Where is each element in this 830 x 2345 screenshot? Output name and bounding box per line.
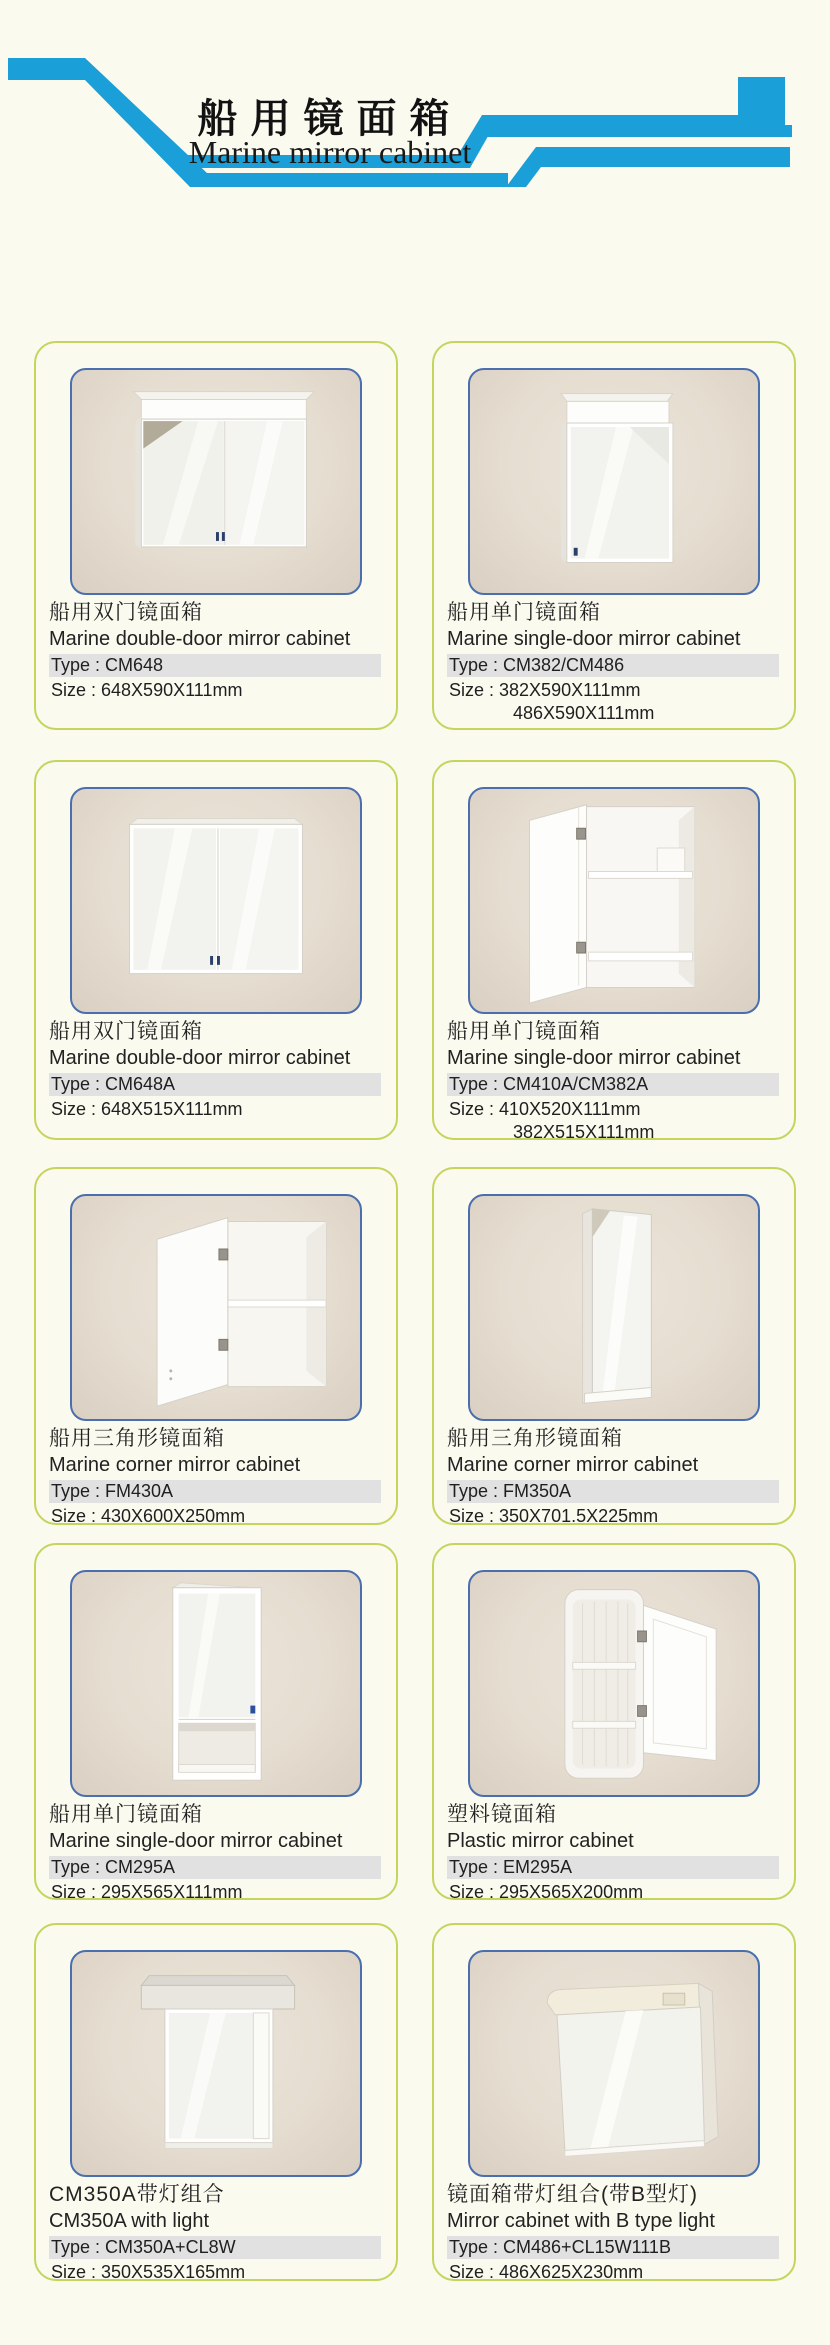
product-type: Type : FM350A: [447, 1480, 779, 1503]
product-name-zh: 船用双门镜面箱: [49, 1020, 203, 1043]
page-title-zh: 船用镜面箱: [197, 95, 463, 142]
product-name-zh: 船用三角形镜面箱: [447, 1427, 623, 1450]
product-type: Type : EM295A: [447, 1856, 779, 1879]
product-name-zh: 塑料镜面箱: [447, 1803, 557, 1826]
product-card: [432, 1923, 796, 2281]
product-info: [447, 599, 780, 725]
product-name-zh: 船用单门镜面箱: [447, 1020, 601, 1043]
product-photo: [468, 368, 760, 595]
product-size: Size : 350X535X165mm: [51, 2262, 246, 2282]
product-name-en: Marine single-door mirror cabinet: [447, 628, 741, 650]
product-card: [34, 760, 398, 1140]
product-name-zh: CM350A带灯组合: [49, 2183, 225, 2206]
product-name-en: Marine corner mirror cabinet: [447, 1454, 699, 1476]
product-type: Type : CM648A: [49, 1073, 381, 1096]
product-info: [49, 2181, 382, 2284]
product-photo: [468, 1570, 760, 1797]
product-info: [447, 1018, 780, 1144]
product-photo: [468, 787, 760, 1014]
product-size-2: 382X515X111mm: [513, 1122, 655, 1142]
product-name-en: Marine corner mirror cabinet: [49, 1454, 301, 1476]
product-name-zh: 船用双门镜面箱: [49, 601, 203, 624]
ribbon-left-diagonal: [8, 58, 207, 187]
product-card: [432, 1543, 796, 1900]
product-size: Size : 430X600X250mm: [51, 1506, 246, 1526]
product-size: Size : 648X515X111mm: [51, 1099, 243, 1119]
product-name-en: Plastic mirror cabinet: [447, 1830, 634, 1852]
page-title-en: Marine mirror cabinet: [188, 134, 472, 170]
product-name-en: Mirror cabinet with B type light: [447, 2210, 715, 2232]
product-info: [447, 1801, 780, 1904]
product-type: Type : CM410A/CM382A: [447, 1073, 779, 1096]
product-info: [49, 1018, 382, 1121]
product-name-zh: 镜面箱带灯组合(带B型灯): [447, 2183, 698, 2206]
product-name-en: Marine single-door mirror cabinet: [447, 1047, 741, 1069]
product-card: [432, 760, 796, 1140]
product-type: Type : CM295A: [49, 1856, 381, 1879]
product-name-zh: 船用单门镜面箱: [447, 601, 601, 624]
product-size: Size : 350X701.5X225mm: [449, 1506, 659, 1526]
product-info: [49, 599, 382, 702]
product-info: [49, 1801, 382, 1904]
product-photo: [70, 1570, 362, 1797]
product-photo: [468, 1950, 760, 2177]
product-photo: [70, 368, 362, 595]
product-type: Type : FM430A: [49, 1480, 381, 1503]
ribbon-lower-band: [536, 147, 790, 167]
product-size: Size : 382X590X111mm: [449, 680, 641, 700]
product-name-en: Marine double-door mirror cabinet: [49, 1047, 351, 1069]
ribbon-upper-band: [482, 115, 738, 137]
product-size: Size : 295X565X111mm: [51, 1882, 243, 1902]
product-photo: [468, 1194, 760, 1421]
ribbon-tab-step: [785, 125, 792, 137]
product-size: Size : 648X590X111mm: [51, 680, 243, 700]
product-info: [447, 2181, 780, 2284]
product-size: Size : 295X565X200mm: [449, 1882, 644, 1902]
product-name-en: Marine single-door mirror cabinet: [49, 1830, 343, 1852]
product-type: Type : CM648: [49, 654, 381, 677]
header-ribbon: [0, 40, 830, 205]
product-card: [34, 1923, 398, 2281]
product-name-zh: 船用三角形镜面箱: [49, 1427, 225, 1450]
product-card: [432, 1167, 796, 1525]
product-type: Type : CM382/CM486: [447, 654, 779, 677]
product-type: Type : CM486+CL15W111B: [447, 2236, 779, 2259]
product-photo: [70, 1950, 362, 2177]
product-size: Size : 410X520X111mm: [449, 1099, 641, 1119]
product-info: [447, 1425, 780, 1528]
page-header: [0, 40, 830, 205]
product-photo: [70, 787, 362, 1014]
product-photo: [70, 1194, 362, 1421]
product-info: [49, 1425, 382, 1528]
product-card: [34, 1543, 398, 1900]
product-name-en: Marine double-door mirror cabinet: [49, 628, 351, 650]
product-card: [34, 341, 398, 730]
product-size: Size : 486X625X230mm: [449, 2262, 644, 2282]
product-name-zh: 船用单门镜面箱: [49, 1803, 203, 1826]
product-size-2: 486X590X111mm: [513, 703, 655, 723]
product-type: Type : CM350A+CL8W: [49, 2236, 381, 2259]
product-card: [34, 1167, 398, 1525]
product-card: [432, 341, 796, 730]
ribbon-tab: [738, 77, 785, 137]
product-name-en: CM350A with light: [49, 2210, 210, 2232]
ribbon-lower-stripe: [196, 173, 508, 187]
